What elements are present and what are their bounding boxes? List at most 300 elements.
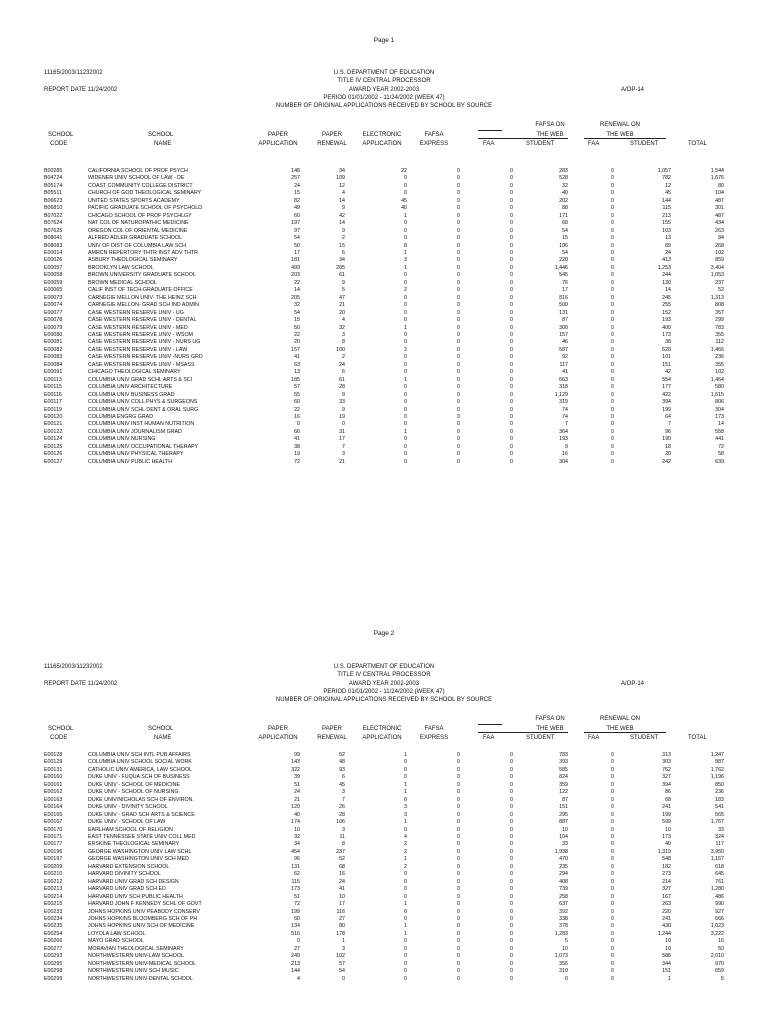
web-student-cell: 54: [562, 249, 568, 256]
paper-renewal-cell: 3: [342, 826, 345, 833]
fafsa-express-cell: 0: [457, 819, 460, 826]
fafsa-express-cell: 0: [457, 774, 460, 781]
school-code-cell: E00074: [44, 302, 63, 309]
web-faa-cell: 0: [510, 302, 513, 309]
total-cell: 112: [715, 339, 724, 346]
web-student-cell: 46: [562, 339, 568, 346]
col-school-code-2: CODE: [50, 141, 68, 147]
web-faa-cell: 0: [510, 331, 513, 338]
table-row: [0, 774, 724, 781]
web-student-cell: 338: [559, 915, 568, 922]
fafsa-express-cell: 0: [457, 759, 460, 766]
electronic-application-cell: 0: [404, 893, 407, 900]
fafsa-express-cell: 0: [457, 953, 460, 960]
renewal-faa-cell: 0: [611, 346, 614, 353]
web-faa-cell: 0: [510, 399, 513, 406]
web-student-cell: 294: [559, 871, 568, 878]
col-paper-renewal: PAPER: [322, 132, 342, 138]
school-code-cell: E00131: [44, 766, 63, 773]
school-name-cell: NAT COL OF NATUROPATHIC MEDICINE: [88, 220, 189, 227]
table-row: [0, 310, 724, 317]
paper-renewal-cell: 14: [339, 220, 345, 227]
renewal-student-cell: 101: [662, 354, 671, 361]
web-student-cell: 739: [559, 886, 568, 893]
table-row: [0, 856, 724, 863]
electronic-application-cell: 0: [404, 451, 407, 458]
paper-renewal-cell: 93: [339, 766, 345, 773]
col-student-renewal: STUDENT: [630, 141, 659, 147]
renewal-faa-cell: 0: [611, 953, 614, 960]
total-cell: 72: [718, 443, 724, 450]
electronic-application-cell: 0: [404, 369, 407, 376]
fafsa-express-cell: 0: [457, 863, 460, 870]
table-row: [0, 812, 724, 819]
school-name-cell: HARVARD JOHN F KENNEDY SCHL OF GOVT: [88, 901, 202, 908]
col-fafsa-express-2: EXPRESS: [419, 735, 449, 741]
web-faa-cell: 0: [510, 249, 513, 256]
fafsa-express-cell: 0: [457, 339, 460, 346]
renewal-faa-cell: 0: [611, 302, 614, 309]
paper-renewal-cell: 0: [342, 421, 345, 428]
renewal-student-cell: 18: [665, 443, 671, 450]
total-cell: 301: [715, 205, 724, 212]
fafsa-express-cell: 0: [457, 235, 460, 242]
total-cell: 104: [715, 190, 724, 197]
school-name-cell: BROWN UNIVERSITY GRADUATE SCHOOL: [88, 272, 196, 279]
paper-renewal-cell: 9: [342, 279, 345, 286]
electronic-application-cell: 2: [404, 848, 407, 855]
school-name-cell: COLUMBIA UNIV SCHOOL SOCIAL WORK: [88, 759, 192, 766]
web-student-cell: 310: [559, 968, 568, 975]
web-student-cell: 10: [562, 945, 568, 952]
table-row: [0, 190, 724, 197]
school-code-cell: B06623: [44, 197, 63, 204]
col-paper-renewal-2: RENEWAL: [317, 735, 347, 741]
renewal-student-cell: 422: [662, 391, 671, 398]
paper-application-cell: 173: [291, 886, 300, 893]
fafsa-express-cell: 0: [457, 893, 460, 900]
fafsa-express-cell: 0: [457, 361, 460, 368]
paper-application-cell: 249: [291, 953, 300, 960]
table-row: [0, 752, 724, 759]
school-name-cell: ERSKINE THEOLOGICAL SEMINARY: [88, 841, 180, 848]
table-row: [0, 392, 724, 399]
total-cell: 859: [715, 257, 724, 264]
renewal-faa-cell: 0: [611, 264, 614, 271]
electronic-application-cell: 0: [404, 975, 407, 982]
award-year: AWARD YEAR 2002-2003: [348, 87, 420, 93]
report-id: 11165/2003/11232002: [44, 70, 103, 76]
divider: [584, 732, 666, 733]
web-student-cell: 228: [559, 257, 568, 264]
total-cell: 927: [715, 908, 724, 915]
web-student-cell: 663: [559, 376, 568, 383]
fafsa-express-cell: 0: [457, 975, 460, 982]
renewal-faa-cell: 0: [611, 878, 614, 885]
table-row: [0, 205, 724, 212]
total-cell: 1,466: [710, 346, 724, 353]
col-faa-renewal: FAA: [588, 735, 600, 741]
web-faa-cell: 0: [510, 752, 513, 758]
renewal-student-cell: 263: [662, 901, 671, 908]
col-faa: FAA: [483, 735, 495, 741]
web-faa-cell: 0: [510, 391, 513, 398]
school-name-cell: CHICAGO THEOLOGICAL SEMINARY: [88, 369, 181, 376]
school-code-cell: B07625: [44, 227, 63, 234]
school-name-cell: WIDENER UNIV SCHOOL OF LAW - DE: [88, 175, 185, 182]
renewal-student-cell: 327: [662, 886, 671, 893]
renewal-faa-cell: 0: [611, 361, 614, 368]
web-student-cell: 300: [559, 324, 568, 331]
renewal-faa-cell: 0: [611, 376, 614, 383]
paper-renewal-cell: 20: [339, 309, 345, 316]
web-faa-cell: 0: [510, 826, 513, 833]
web-student-cell: 585: [559, 766, 568, 773]
report-date: REPORT DATE 11/24/2002: [44, 681, 118, 687]
page-number: Page 1: [373, 37, 395, 44]
school-name-cell: COLUMBIA UNIV PHYSICAL THERAPY: [88, 451, 184, 458]
total-cell: 304: [715, 406, 724, 413]
school-code-cell: B00285: [44, 168, 63, 174]
renewal-student-cell: 89: [665, 242, 671, 249]
web-student-cell: 364: [559, 428, 568, 435]
web-faa-cell: 0: [510, 309, 513, 316]
renewal-student-cell: 10: [665, 826, 671, 833]
web-faa-cell: 0: [510, 938, 513, 945]
electronic-application-cell: 1: [404, 930, 407, 937]
col-renewal-web: THE WEB: [606, 726, 634, 732]
renewal-student-cell: 40: [665, 841, 671, 848]
total-cell: 299: [715, 317, 724, 324]
school-code-cell: E00266: [44, 938, 63, 945]
renewal-student-cell: 130: [662, 279, 671, 286]
total-cell: 236: [715, 789, 724, 796]
school-code-cell: E00065: [44, 287, 63, 294]
school-code-cell: E00083: [44, 354, 63, 361]
col-school-code: SCHOOL: [48, 726, 74, 732]
web-faa-cell: 0: [510, 227, 513, 234]
web-student-cell: 104: [559, 833, 568, 840]
paper-renewal-cell: 47: [339, 294, 345, 301]
renewal-student-cell: 220: [662, 908, 671, 915]
table-row: [0, 384, 724, 391]
paper-renewal-cell: 24: [339, 361, 345, 368]
renewal-faa-cell: 0: [611, 212, 614, 219]
web-student-cell: 637: [559, 901, 568, 908]
total-cell: 84: [718, 235, 724, 242]
school-code-cell: E00298: [44, 968, 63, 975]
total-cell: 16: [718, 938, 724, 945]
school-code-cell: E00079: [44, 324, 63, 331]
paper-application-cell: 40: [294, 811, 300, 818]
paper-renewal-cell: 61: [339, 272, 345, 279]
electronic-application-cell: 0: [404, 384, 407, 391]
system-name: TITLE IV CENTRAL PROCESSOR: [337, 78, 431, 84]
web-faa-cell: 0: [510, 863, 513, 870]
paper-renewal-cell: 52: [339, 752, 345, 758]
paper-application-cell: 54: [294, 309, 300, 316]
paper-application-cell: 49: [294, 205, 300, 212]
web-faa-cell: 0: [510, 781, 513, 788]
renewal-student-cell: 245: [662, 294, 671, 301]
renewal-student-cell: 244: [662, 272, 671, 279]
renewal-student-cell: 86: [665, 789, 671, 796]
table-row: [0, 213, 724, 220]
renewal-student-cell: 1,244: [657, 930, 671, 937]
school-code-cell: E00128: [44, 752, 63, 758]
renewal-faa-cell: 0: [611, 421, 614, 428]
paper-application-cell: 15: [294, 190, 300, 197]
divider: [478, 732, 568, 733]
school-name-cell: DUKE UNIV/NICHOLAS SCH OF ENVIRON.: [88, 796, 194, 803]
paper-application-cell: 134: [291, 923, 300, 930]
school-code-cell: E00177: [44, 841, 63, 848]
web-faa-cell: 0: [510, 953, 513, 960]
paper-application-cell: 14: [294, 287, 300, 294]
report-date: REPORT DATE 11/24/2002: [44, 87, 118, 93]
renewal-faa-cell: 0: [611, 324, 614, 331]
paper-renewal-cell: 6: [342, 774, 345, 781]
school-name-cell: AMRCN REPERTORY THTR INST ADV THTR: [88, 249, 198, 256]
electronic-application-cell: 0: [404, 391, 407, 398]
renewal-faa-cell: 0: [611, 938, 614, 945]
paper-renewal-cell: 21: [339, 302, 345, 309]
web-faa-cell: 0: [510, 856, 513, 863]
table-row: [0, 339, 724, 346]
table-row: [0, 198, 724, 205]
table-row: [0, 759, 724, 766]
paper-renewal-cell: 42: [339, 212, 345, 219]
electronic-application-cell: 0: [404, 908, 407, 915]
renewal-student-cell: 173: [662, 833, 671, 840]
electronic-application-cell: 0: [404, 938, 407, 945]
renewal-student-cell: 273: [662, 871, 671, 878]
renewal-faa-cell: 0: [611, 294, 614, 301]
web-faa-cell: 0: [510, 369, 513, 376]
paper-renewal-cell: 6: [342, 249, 345, 256]
table-row: [0, 931, 724, 938]
col-electronic-2: APPLICATION: [362, 735, 402, 741]
renewal-faa-cell: 0: [611, 399, 614, 406]
paper-renewal-cell: 205: [336, 264, 345, 271]
web-faa-cell: 0: [510, 893, 513, 900]
web-student-cell: 151: [559, 804, 568, 811]
school-name-cell: GEORGE WASHINGTON UNIV SCH MED: [88, 856, 189, 863]
total-cell: 541: [715, 804, 724, 811]
school-name-cell: COAST COMMUNITY COLLEGE DISTRICT: [88, 182, 193, 189]
col-paper-app-2: APPLICATION: [258, 141, 298, 147]
web-faa-cell: 0: [510, 945, 513, 952]
electronic-application-cell: 45: [401, 197, 407, 204]
renewal-student-cell: 96: [665, 428, 671, 435]
renewal-faa-cell: 0: [611, 205, 614, 212]
web-student-cell: 40: [562, 190, 568, 197]
total-cell: 486: [715, 893, 724, 900]
table-row: [0, 265, 724, 272]
paper-application-cell: 96: [294, 856, 300, 863]
table-row: [0, 399, 724, 406]
fafsa-express-cell: 0: [457, 249, 460, 256]
school-name-cell: CASE WESTERN RESERVE UNIV - DENTAL: [88, 317, 197, 324]
renewal-student-cell: 413: [662, 257, 671, 264]
school-code-cell: E00116: [44, 391, 62, 398]
total-cell: 666: [715, 915, 724, 922]
paper-renewal-cell: 10: [339, 893, 345, 900]
school-name-cell: COLUMBIA UNIV SCHL DENT & ORAL SURG: [88, 406, 199, 413]
renewal-faa-cell: 0: [611, 833, 614, 840]
paper-renewal-cell: 34: [339, 168, 345, 174]
electronic-application-cell: 0: [404, 878, 407, 885]
web-faa-cell: 0: [510, 871, 513, 878]
renewal-student-cell: 68: [665, 796, 671, 803]
school-name-cell: UNITED STATES SPORTS ACADEMY: [88, 197, 180, 204]
school-code-cell: E00277: [44, 945, 63, 952]
paper-application-cell: 0: [297, 938, 300, 945]
fafsa-express-cell: 0: [457, 938, 460, 945]
total-cell: 970: [715, 960, 724, 967]
total-cell: 236: [715, 354, 724, 361]
total-cell: 80: [718, 182, 724, 189]
web-faa-cell: 0: [510, 759, 513, 766]
paper-renewal-cell: 2: [342, 354, 345, 361]
web-student-cell: 545: [559, 272, 568, 279]
total-cell: 806: [715, 399, 724, 406]
school-name-cell: CASE WESTERN RESERVE UNIV -NURS GRD: [88, 354, 203, 361]
electronic-application-cell: 3: [404, 811, 407, 818]
renewal-faa-cell: 0: [611, 182, 614, 189]
paper-application-cell: 32: [294, 302, 300, 309]
web-student-cell: 10: [562, 826, 568, 833]
paper-renewal-cell: 11: [339, 833, 345, 840]
fafsa-express-cell: 0: [457, 826, 460, 833]
paper-application-cell: 205: [291, 294, 300, 301]
electronic-application-cell: 0: [404, 406, 407, 413]
school-name-cell: CHURCH OF GOD THEOLOGICAL SEMINARY: [88, 190, 202, 197]
renewal-faa-cell: 0: [611, 458, 614, 465]
school-code-cell: E00295: [44, 960, 63, 967]
paper-renewal-cell: 7: [342, 443, 345, 450]
electronic-application-cell: 1: [404, 789, 407, 796]
renewal-faa-cell: 0: [611, 774, 614, 781]
renewal-faa-cell: 0: [611, 391, 614, 398]
electronic-application-cell: 0: [404, 354, 407, 361]
renewal-student-cell: 7: [668, 421, 671, 428]
table-row: [0, 767, 724, 774]
total-cell: 1,313: [710, 294, 724, 301]
electronic-application-cell: 0: [404, 235, 407, 242]
school-code-cell: E00233: [44, 908, 63, 915]
total-cell: 1,196: [710, 774, 724, 781]
col-school-code-2: CODE: [50, 735, 68, 741]
renewal-faa-cell: 0: [611, 960, 614, 967]
renewal-faa-cell: 0: [611, 893, 614, 900]
paper-application-cell: 57: [294, 384, 300, 391]
paper-renewal-cell: 48: [339, 759, 345, 766]
school-code-cell: E00215: [44, 901, 63, 908]
school-name-cell: CASE WESTERN RESERVE UNIV - UG: [88, 309, 184, 316]
table-row: [0, 938, 724, 945]
fafsa-express-cell: 0: [457, 766, 460, 773]
fafsa-express-cell: 0: [457, 317, 460, 324]
renewal-faa-cell: 0: [611, 863, 614, 870]
paper-renewal-cell: 32: [339, 324, 345, 331]
school-code-cell: E00212: [44, 878, 63, 885]
table-row: [0, 946, 724, 953]
web-student-cell: 816: [559, 294, 568, 301]
total-cell: 645: [715, 871, 724, 878]
paper-renewal-cell: 4: [342, 190, 345, 197]
electronic-application-cell: 22: [401, 168, 407, 174]
fafsa-express-cell: 0: [457, 257, 460, 264]
col-paper-app: PAPER: [268, 726, 288, 732]
total-cell: 580: [715, 384, 724, 391]
electronic-application-cell: 0: [404, 436, 407, 443]
renewal-student-cell: 255: [662, 302, 671, 309]
fafsa-express-cell: 0: [457, 324, 460, 331]
report-id: 11165/2003/11232002: [44, 664, 103, 670]
school-name-cell: CATHOLIC UNIV AMERICA, LAW SCHOOL: [88, 766, 192, 773]
school-name-cell: DUKE UNIV - SCHOOL OF MEDICINE: [88, 781, 180, 788]
web-faa-cell: 0: [510, 272, 513, 279]
paper-application-cell: 20: [294, 339, 300, 346]
paper-application-cell: 41: [294, 436, 300, 443]
web-student-cell: 131: [559, 309, 568, 316]
paper-renewal-cell: 9: [342, 205, 345, 212]
web-student-cell: 783: [559, 752, 568, 758]
table-row: [0, 317, 724, 324]
table-row: [0, 916, 724, 923]
renewal-faa-cell: 0: [611, 242, 614, 249]
total-cell: 887: [715, 759, 724, 766]
electronic-application-cell: 0: [404, 443, 407, 450]
total-cell: 52: [718, 287, 724, 294]
col-fafsa-web: THE WEB: [536, 132, 564, 138]
total-cell: 659: [715, 968, 724, 975]
school-name-cell: NORTHWESTERN UNIV SCH MUSIC: [88, 968, 179, 975]
paper-application-cell: 34: [294, 841, 300, 848]
school-name-cell: COLUMBIA UNIV BUSINESS GRAD: [88, 391, 175, 398]
renewal-student-cell: 45: [665, 190, 671, 197]
web-student-cell: 587: [559, 346, 568, 353]
paper-application-cell: 157: [291, 346, 300, 353]
school-name-cell: COLUMBIA UNIV ARCHITECTURE: [88, 384, 173, 391]
renewal-student-cell: 1,057: [657, 168, 671, 174]
renewal-faa-cell: 0: [611, 339, 614, 346]
paper-application-cell: 199: [291, 908, 300, 915]
paper-application-cell: 322: [291, 766, 300, 773]
renewal-faa-cell: 0: [611, 886, 614, 893]
paper-renewal-cell: 2: [342, 235, 345, 242]
school-name-cell: MORAVIAN THEOLOGICAL SEMINARY: [88, 945, 184, 952]
paper-renewal-cell: 178: [336, 930, 345, 937]
web-student-cell: 319: [559, 399, 568, 406]
table-row: [0, 362, 724, 369]
electronic-application-cell: 0: [404, 826, 407, 833]
web-student-cell: 378: [559, 923, 568, 930]
paper-application-cell: 62: [294, 871, 300, 878]
renewal-student-cell: 14: [665, 287, 671, 294]
web-faa-cell: 0: [510, 968, 513, 975]
electronic-application-cell: 1: [404, 901, 407, 908]
web-faa-cell: 0: [510, 339, 513, 346]
school-name-cell: COLUMBIA UNIV INST HUMAN NUTRITION: [88, 421, 195, 428]
school-code-cell: E00210: [44, 871, 63, 878]
school-name-cell: CASE WESTERN RESERVE UNIV - LAW: [88, 346, 188, 353]
paper-application-cell: 144: [291, 968, 300, 975]
paper-application-cell: 10: [294, 826, 300, 833]
divider: [478, 724, 502, 725]
renewal-faa-cell: 0: [611, 915, 614, 922]
